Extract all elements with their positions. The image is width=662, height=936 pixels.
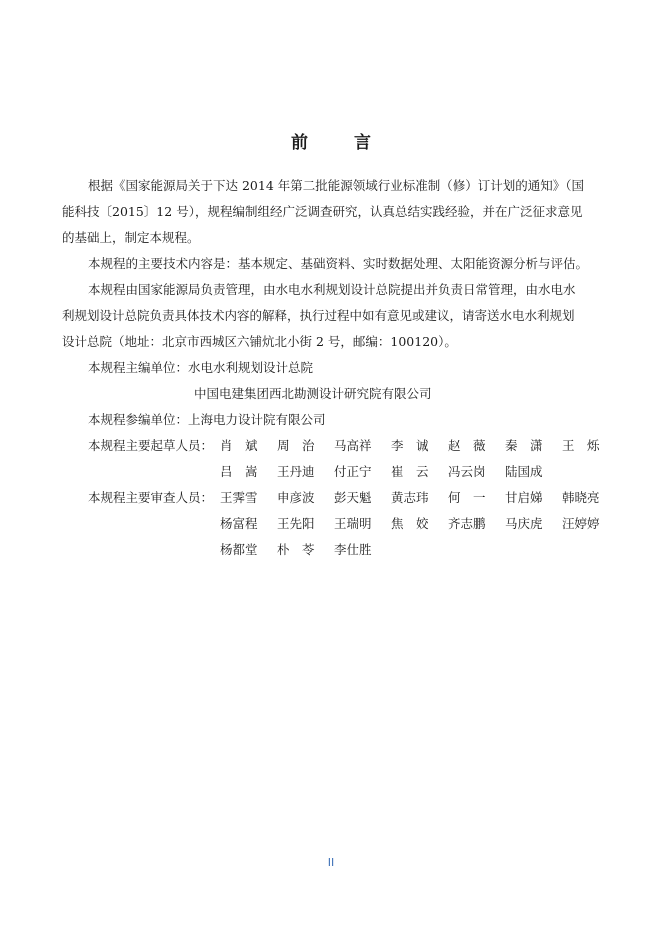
page-title — [0, 128, 662, 153]
reviewers-row-1 — [220, 488, 619, 508]
page-number: II — [327, 856, 335, 869]
drafters-row-1 — [220, 436, 619, 456]
reviewer-name: 齐志鹏 — [448, 516, 486, 531]
reviewer-name: 马庆虎 — [505, 516, 543, 531]
reviewers-label: 本规程主要审查人员： — [88, 490, 214, 505]
participating-unit-label: 本规程参编单位： — [88, 412, 189, 427]
drafter-name: 赵 薇 — [448, 438, 486, 453]
reviewer-name: 王霁雪 — [220, 490, 258, 505]
drafter-name: 付正宁 — [334, 464, 372, 479]
reviewer-name: 焦 姣 — [391, 516, 429, 531]
chief-unit-1: 水电水利规划设计总院 — [188, 360, 314, 375]
paragraph-1-line-1: 根据《国家能源局关于下达 2014 年第二批能源领域行业标准制（修）订计划的通知》（国 — [88, 178, 585, 193]
title-char-2: 言 — [354, 133, 371, 153]
reviewer-name: 申彦波 — [277, 490, 315, 505]
reviewer-name: 王先阳 — [277, 516, 315, 531]
drafter-name: 周 治 — [277, 438, 315, 453]
chief-unit-label: 本规程主编单位： — [88, 360, 189, 375]
reviewer-name: 黄志玮 — [391, 490, 429, 505]
drafter-name: 陆国成 — [505, 464, 543, 479]
drafter-name: 冯云岗 — [448, 464, 486, 479]
title-char-1: 前 — [291, 133, 308, 153]
reviewer-name: 王瑞明 — [334, 516, 372, 531]
reviewers-row-2 — [220, 514, 619, 534]
paragraph-1-line-3: 的基础上，制定本规程。 — [62, 230, 200, 245]
chief-unit-row — [88, 358, 313, 378]
drafter-name: 吕 嵩 — [220, 464, 258, 479]
reviewer-name: 杨都堂 — [220, 542, 258, 557]
reviewers-row-3 — [220, 540, 391, 560]
drafters-row-2 — [220, 462, 562, 482]
paragraph-3-line-1: 本规程由国家能源局负责管理，由水电水利规划设计总院提出并负责日常管理，由水电水 — [88, 282, 576, 297]
reviewer-name: 韩晓亮 — [562, 490, 600, 505]
reviewer-name: 李仕胜 — [334, 542, 372, 557]
paragraph-1-line-2: 能科技〔2015〕12 号），规程编制组经广泛调查研究，认真总结实践经验，并在广泛征求意见 — [62, 204, 583, 219]
reviewer-name: 彭天魁 — [334, 490, 372, 505]
drafter-name: 肖 斌 — [220, 438, 258, 453]
drafter-name: 马高祥 — [334, 438, 372, 453]
paragraph-3-line-2: 利规划设计总院负责具体技术内容的解释，执行过程中如有意见或建议，请寄送水电水利规划 — [62, 308, 575, 323]
paragraph-2-line-1: 本规程的主要技术内容是：基本规定、基础资料、实时数据处理、太阳能资源分析与评估。 — [88, 256, 589, 271]
reviewer-name: 杨富程 — [220, 516, 258, 531]
reviewer-name: 朴 苓 — [277, 542, 315, 557]
participating-unit-1: 上海电力设计院有限公司 — [188, 412, 326, 427]
chief-unit-2: 中国电建集团西北勘测设计研究院有限公司 — [194, 386, 432, 401]
reviewer-name: 何 一 — [448, 490, 486, 505]
drafters-label: 本规程主要起草人员： — [88, 438, 214, 453]
reviewer-name: 汪婷婷 — [562, 516, 600, 531]
drafter-name: 王丹迪 — [277, 464, 315, 479]
drafter-name: 王 烁 — [562, 438, 600, 453]
drafter-name: 李 诚 — [391, 438, 429, 453]
participating-unit-row — [88, 410, 326, 430]
drafter-name: 秦 潇 — [505, 438, 543, 453]
reviewer-name: 甘启娣 — [505, 490, 543, 505]
paragraph-3-line-3: 设计总院（地址：北京市西城区六铺炕北小街 2 号，邮编：100120）。 — [62, 334, 457, 349]
drafter-name: 崔 云 — [391, 464, 429, 479]
